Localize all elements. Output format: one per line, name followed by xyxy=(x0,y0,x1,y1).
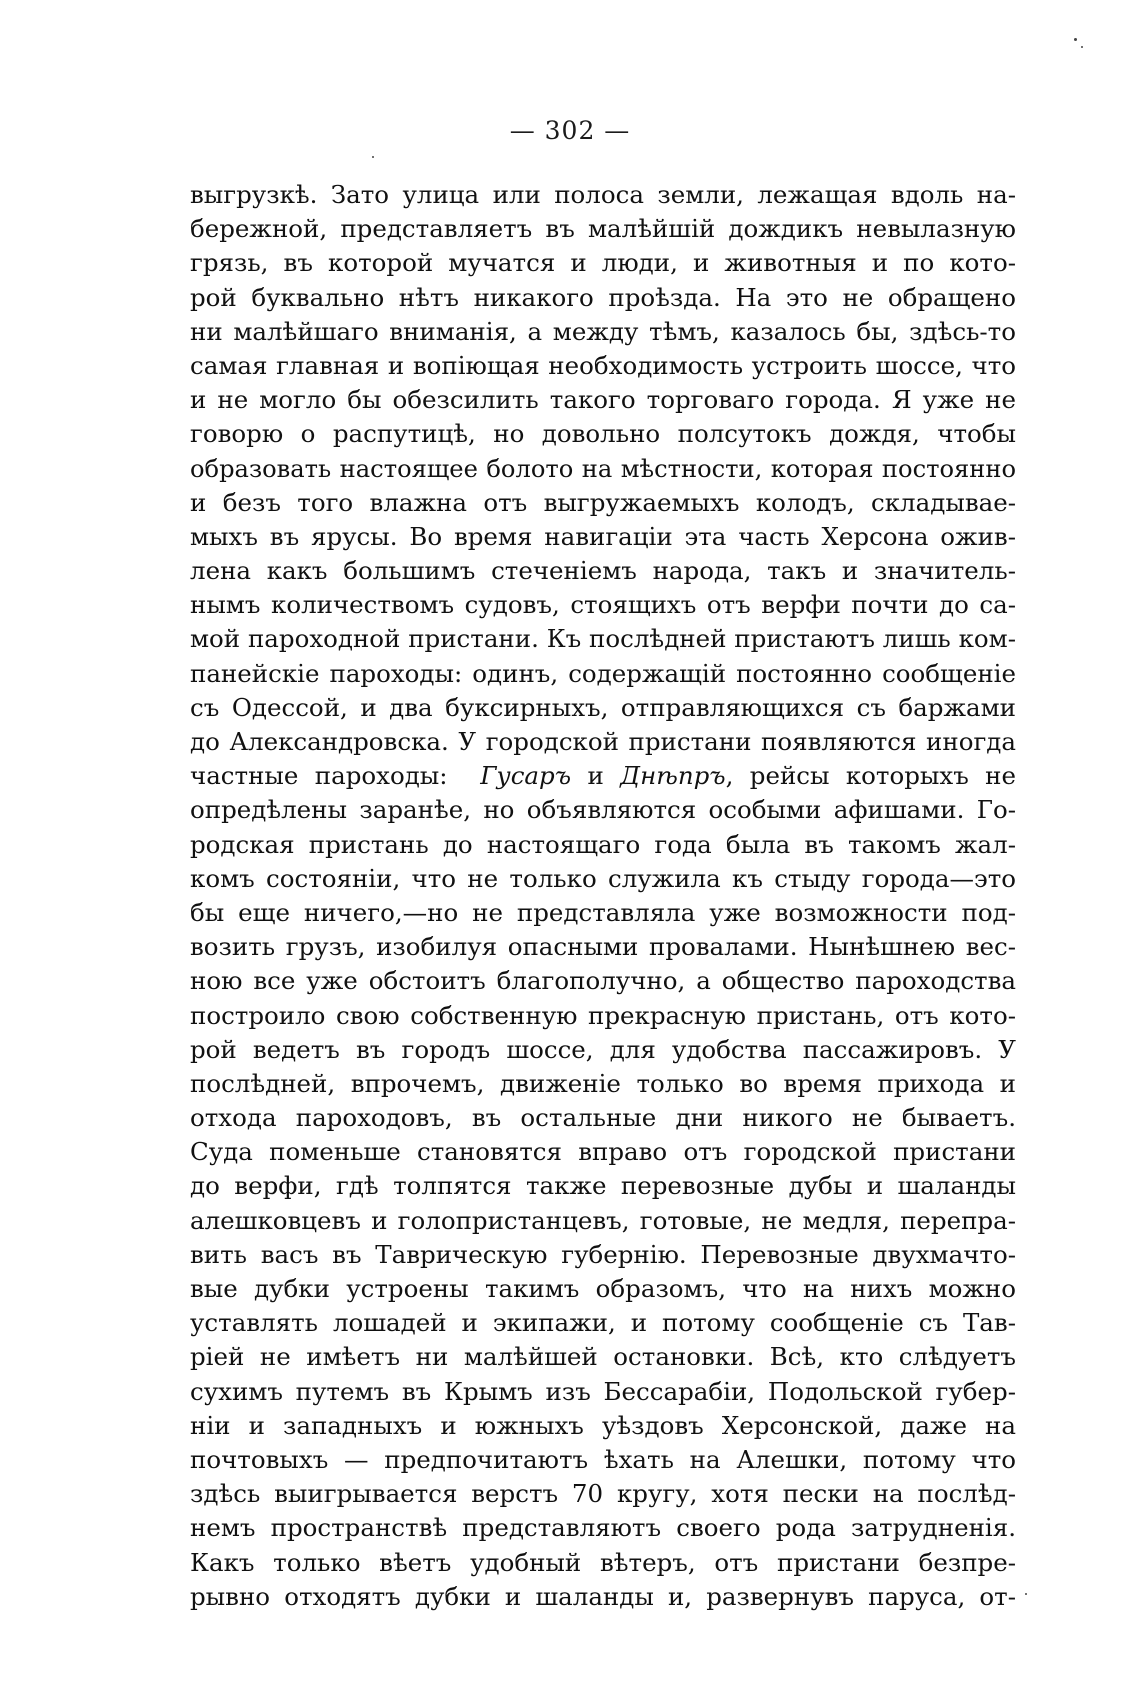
text-line: самая главная и вопіющая необходимость устроить шоссе, что xyxy=(190,350,1016,380)
text-line: здѣсь выигрывается верстъ 70 кругу, хотя пески на послѣд- xyxy=(190,1479,1016,1509)
text-line: алешковцевъ и голопристанцевъ, готовые, не медля, перепра- xyxy=(190,1205,1016,1235)
text-line: немъ пространствѣ представляютъ своего рода затрудненія. xyxy=(190,1513,1016,1543)
text-line: ріей не имѣетъ ни малѣйшей остановки. Всѣ, кто слѣдуетъ xyxy=(190,1342,1016,1372)
page-number: — 302 — xyxy=(509,116,631,145)
scan-speck xyxy=(372,156,374,158)
text-line: родская пристань до настоящаго года была въ такомъ жал- xyxy=(190,829,1016,859)
text-line: построило свою собственную прекрасную пристань, отъ кото- xyxy=(190,1000,1016,1030)
text-line: лена какъ большимъ стеченіемъ народа, такъ и значитель- xyxy=(190,556,1016,586)
text-line: рой буквально нѣтъ никакого проѣзда. На это не обращено xyxy=(190,282,1016,312)
scan-speck xyxy=(1074,38,1077,41)
text-line: ною все уже обстоитъ благополучно, а общество пароходства xyxy=(190,966,1016,996)
text-line: съ Одессой, и два буксирныхъ, отправляющихся съ баржами xyxy=(190,692,1016,722)
text-line: отхода пароходовъ, въ остальные дни никого не бываетъ. xyxy=(190,1103,1016,1133)
text-line-with-ship-names xyxy=(190,759,1016,793)
text-line: вые дубки устроены такимъ образомъ, что на нихъ можно xyxy=(190,1274,1016,1303)
text-line: мой пароходной пристани. Къ послѣдней пристаютъ лишь ком- xyxy=(190,624,1016,654)
text-line: опредѣлены заранѣе, но объявляются особыми афишами. Го- xyxy=(190,795,1016,825)
text-line: и не могло бы обезсилить такого торговаго города. Я уже не xyxy=(190,385,1016,415)
text-line: рывно отходятъ дубки и шаланды и, развернувъ паруса, от- xyxy=(190,1581,1016,1611)
text-line: ніи и западныхъ и южныхъ уѣздовъ Херсонской, даже на xyxy=(190,1410,1016,1440)
text-line: до Александровска. У городской пристани появляются иногда xyxy=(190,727,1016,756)
text-line: ни малѣйшаго вниманія, а между тѣмъ, казалось бы, здѣсь-то xyxy=(190,316,1016,346)
text-line: возить грузъ, изобилуя опасными провалами. Нынѣшнею вес- xyxy=(190,932,1016,962)
text-line: Суда поменьше становятся вправо отъ городской пристани xyxy=(190,1137,1016,1167)
scan-speck xyxy=(1081,46,1083,48)
ship-name-gusar: Гусаръ xyxy=(480,761,572,791)
text-line: рой ведетъ въ городъ шоссе, для удобства пассажировъ. У xyxy=(190,1034,1016,1064)
text-line: вить васъ въ Таврическую губернію. Перевозные двухмачто- xyxy=(190,1239,1016,1269)
text-line: выгрузкѣ. Зато улица или полоса земли, лежащая вдоль на- xyxy=(190,180,1016,209)
line-text: частные пароходы: xyxy=(190,761,448,791)
text-line: грязь, въ которой мучатся и люди, и животныя и по кото- xyxy=(190,248,1016,278)
text-line: бы еще ничего,—но не представляла уже возможности под- xyxy=(190,897,1016,927)
text-line: мыхъ въ ярусы. Во время навигаціи эта часть Херсона ожив- xyxy=(190,521,1016,551)
text-line: говорю о распутицѣ, но довольно полсутокъ дождя, чтобы xyxy=(190,419,1016,449)
text-line: уставлять лошадей и экипажи, и потому сообщеніе съ Тав- xyxy=(190,1308,1016,1338)
text-line: сухимъ путемъ въ Крымъ изъ Бессарабіи, Подольской губер- xyxy=(190,1376,1016,1406)
text-line: бережной, представляетъ въ малѣйшій дождикъ невылазную xyxy=(190,214,1016,244)
text-line: нымъ количествомъ судовъ, стоящихъ отъ верфи почти до са- xyxy=(190,590,1016,620)
text-line: почтовыхъ — предпочитаютъ ѣхать на Алешки, потому что xyxy=(190,1444,1016,1474)
text-line: послѣдней, впрочемъ, движеніе только во время прихода и xyxy=(190,1068,1016,1098)
ship-name-dnepr: Днѣпръ xyxy=(620,761,726,791)
text-line: Какъ только вѣетъ удобный вѣтеръ, отъ пристани безпре- xyxy=(190,1547,1016,1577)
line-text: и xyxy=(587,761,604,791)
body-text xyxy=(190,178,1016,1614)
line-text: , рейсы которыхъ не xyxy=(725,761,1017,791)
text-line: до верфи, гдѣ толпятся также перевозные дубы и шаланды xyxy=(190,1171,1016,1201)
text-line: комъ состояніи, что не только служила къ стыду города—это xyxy=(190,863,1016,893)
scan-speck xyxy=(1025,1593,1027,1595)
text-line: и безъ того влажна отъ выгружаемыхъ колодъ, складывае- xyxy=(190,487,1016,517)
text-line: панейскіе пароходы: одинъ, содержащій постоянно сообщеніе xyxy=(190,658,1016,688)
text-line: образовать настоящее болото на мѣстности, которая постоянно xyxy=(190,454,1016,483)
